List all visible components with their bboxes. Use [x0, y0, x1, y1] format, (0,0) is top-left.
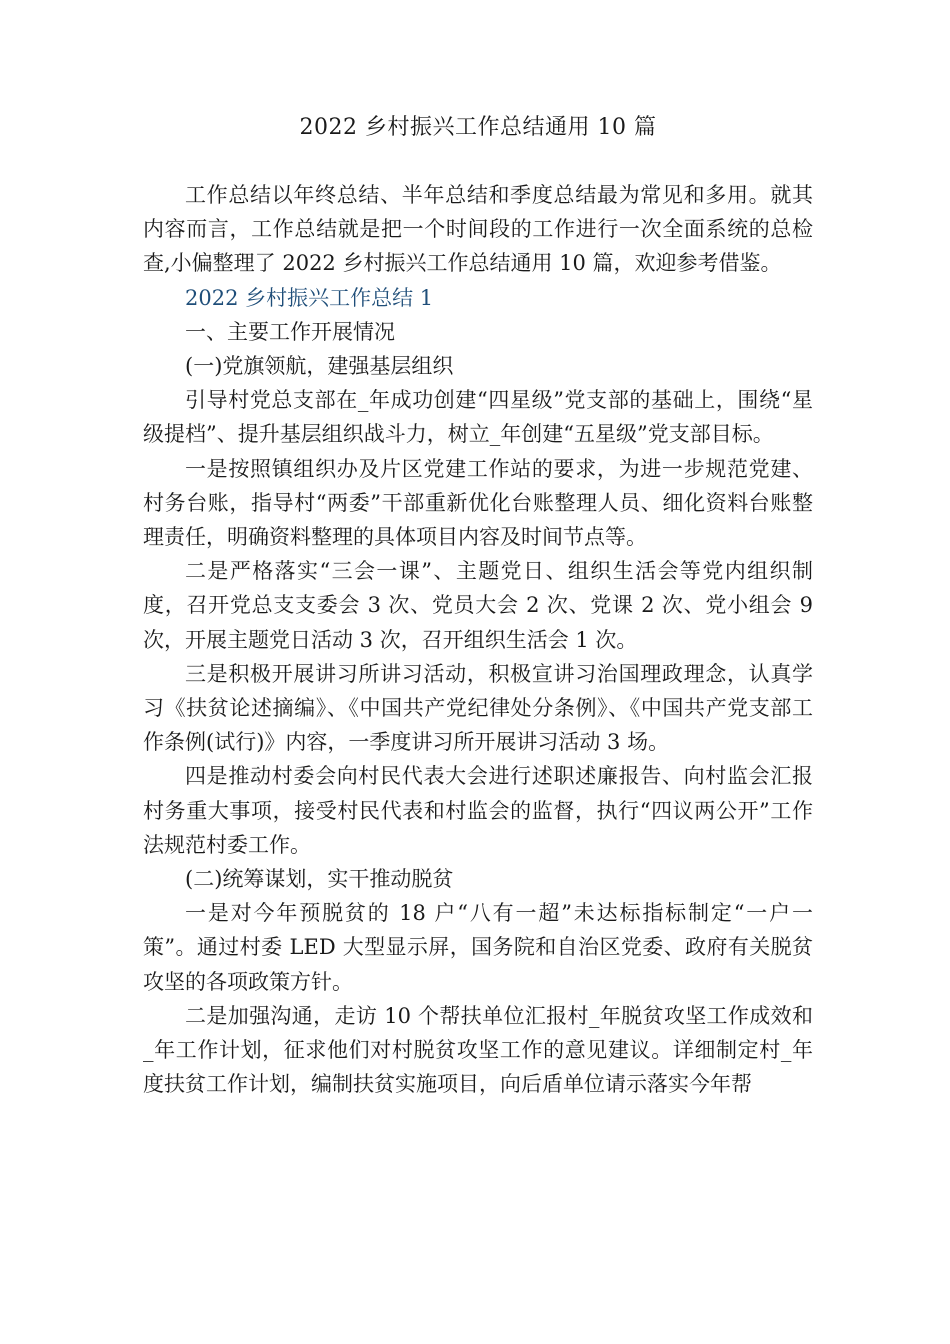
paragraph: 一是对今年预脱贫的 18 户“八有一超”未达标指标制定“一户一策”。通过村委 LED 大型显示屏，国务院和自治区党委、政府有关脱贫攻坚的各项政策方针。	[143, 901, 813, 994]
paragraph: 一是按照镇组织办及片区党建工作站的要求，为进一步规范党建、村务台账，指导村“两委”干部重新优化台账整理人员、细化资料台账整理责任，明确资料整理的具体项目内容及时间节点等。	[143, 456, 813, 550]
paragraph: 二是加强沟通，走访 10 个帮扶单位汇报村_年脱贫攻坚工作成效和_年工作计划，征求他们对村脱贫攻坚工作的意见建议。详细制定村_年度扶贫工作计划，编制扶贫实施项目，向后盾单位请示落实今年帮	[143, 1003, 813, 1097]
paragraph: 二是严格落实“三会一课”、主题党日、组织生活会等党内组织制度，召开党总支支委会 3 次、党员大会 2 次、党课 2 次、党小组会 9 次，开展主题党日活动 3 次，召开组织生活会 1 次。	[143, 559, 813, 652]
document-body	[143, 112, 813, 1101]
paragraph: 三是积极开展讲习所讲习活动，积极宣讲习治国理政理念，认真学习《扶贫论述摘编》、《中国共产党纪律处分条例》、《中国共产党支部工作条例(试行)》内容，一季度讲习所开展讲习活动 3 场。	[143, 661, 813, 755]
paragraph: (一)党旗领航，建强基层组织	[185, 354, 454, 379]
paragraph: (二)统筹谋划，实干推动脱贫	[185, 867, 454, 892]
paragraph: 引导村党总支部在_年成功创建“四星级”党支部的基础上，围绕“星级提档”、提升基层组织战斗力，树立_年创建“五星级”党支部目标。	[143, 388, 813, 447]
paragraph: 工作总结以年终总结、半年总结和季度总结最为常见和多用。就其内容而言，工作总结就是把一个时间段的工作进行一次全面系统的总检查,小偏整理了 2022 乡村振兴工作总结通用 10 篇，欢迎参考借鉴。	[143, 183, 813, 276]
document-title: 2022 乡村振兴工作总结通用 10 篇	[299, 115, 657, 140]
paragraph-list	[143, 178, 813, 1101]
section-heading: 2022 乡村振兴工作总结 1	[185, 285, 434, 310]
paragraph: 一、主要工作开展情况	[185, 319, 395, 344]
paragraph: 四是推动村委会向村民代表大会进行述职述廉报告、向村监会汇报村务重大事项，接受村民代表和村监会的监督，执行“四议两公开”工作法规范村委工作。	[143, 764, 813, 857]
